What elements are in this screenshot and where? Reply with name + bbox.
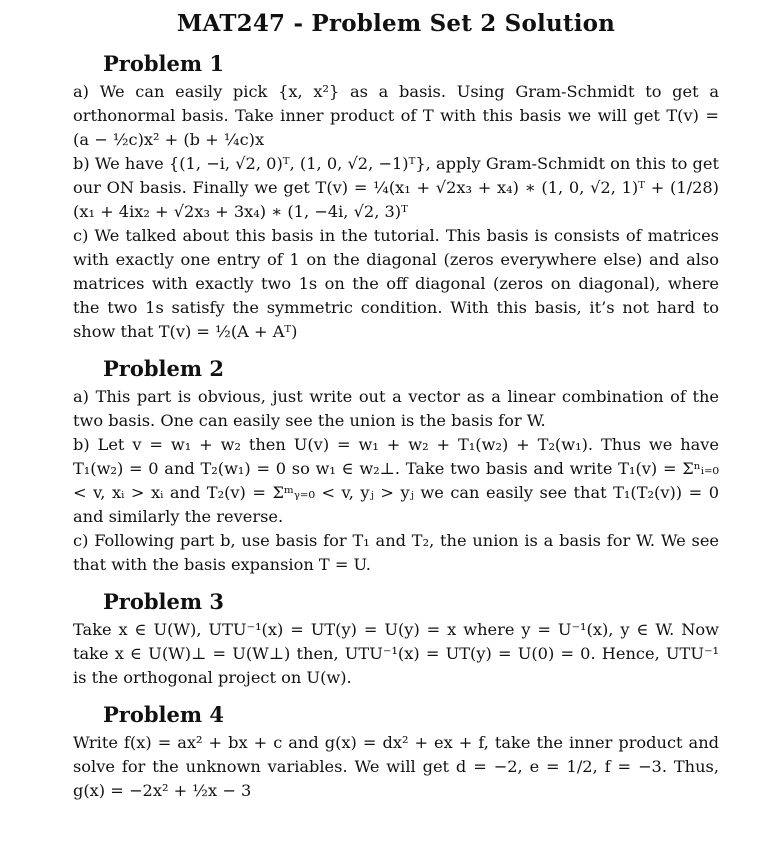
problem-1-heading: Problem 1 xyxy=(103,51,225,76)
problem-4-heading: Problem 4 xyxy=(103,702,225,727)
problem-3-body: Take x ∈ U(W), UTU⁻¹(x) = UT(y) = U(y) = x where y = U⁻¹(x), y ∈ W. Now take x ∈ U(W)⊥ = U(W⊥) then, UTU⁻¹(x) = UT(y) = U(0) = 0. Hence, UTU⁻¹ is the orthogonal project on U(w). xyxy=(73,620,719,687)
problem-1-part-c: c) We talked about this basis in the tutorial. This basis is consists of matrices with exactly one entry of 1 on the diagonal (zeros everywhere else) and also matrices with exactly two 1s on the off diagonal (zeros on diagonal), where the two 1s satisfy the symmetric condition. With this basis, it’s not hard to show that T(v) = ½(A + Aᵀ) xyxy=(73,226,719,341)
document-page xyxy=(73,10,719,803)
problem-3-heading: Problem 3 xyxy=(103,589,225,614)
problem-2-part-a: a) This part is obvious, just write out a vector as a linear combination of the two basis. One can easily see the union is the basis for W. xyxy=(73,387,719,430)
problem-1-part-a: a) We can easily pick {x, x²} as a basis. Using Gram-Schmidt to get a orthonormal basis. Take inner product of T with this basis we will get T(v) = (a − ½c)x² + (b + ¼c)x xyxy=(73,82,719,149)
problem-4-section xyxy=(73,702,719,803)
problem-4-body: Write f(x) = ax² + bx + c and g(x) = dx² + ex + f, take the inner product and solve for the unknown variables. We will get d = −2, e = 1/2, f = −3. Thus, g(x) = −2x² + ½x − 3 xyxy=(73,733,719,800)
problem-1-section xyxy=(73,51,719,344)
document-title: MAT247 - Problem Set 2 Solution xyxy=(176,10,616,37)
problem-2-heading: Problem 2 xyxy=(103,356,225,381)
problem-3-section xyxy=(73,589,719,690)
problem-2-section xyxy=(73,356,719,577)
problem-2-part-b: b) Let v = w₁ + w₂ then U(v) = w₁ + w₂ + T₁(w₂) + T₂(w₁). Thus we have T₁(w₂) = 0 and T₂(w₁) = 0 so w₁ ∈ w₂⊥. Take two basis and write T₁(v) = Σⁿᵢ₌₀ < v, xᵢ > xᵢ and T₂(v) = Σᵐᵧ₌₀ < v, yⱼ > yⱼ we can easily see that T₁(T₂(v)) = 0 and similarly the reverse. xyxy=(73,435,719,526)
problem-1-part-b: b) We have {(1, −i, √2, 0)ᵀ, (1, 0, √2, −1)ᵀ}, apply Gram-Schmidt on this to get our ON basis. Finally we get T(v) = ¼(x₁ + √2x₃ + x₄) ∗ (1, 0, √2, 1)ᵀ + (1/28)(x₁ + 4ix₂ + √2x₃ + 3x₄) ∗ (1, −4i, √2, 3)ᵀ xyxy=(73,154,719,221)
problem-2-part-c: c) Following part b, use basis for T₁ and T₂, the union is a basis for W. We see that with the basis expansion T = U. xyxy=(73,531,719,574)
